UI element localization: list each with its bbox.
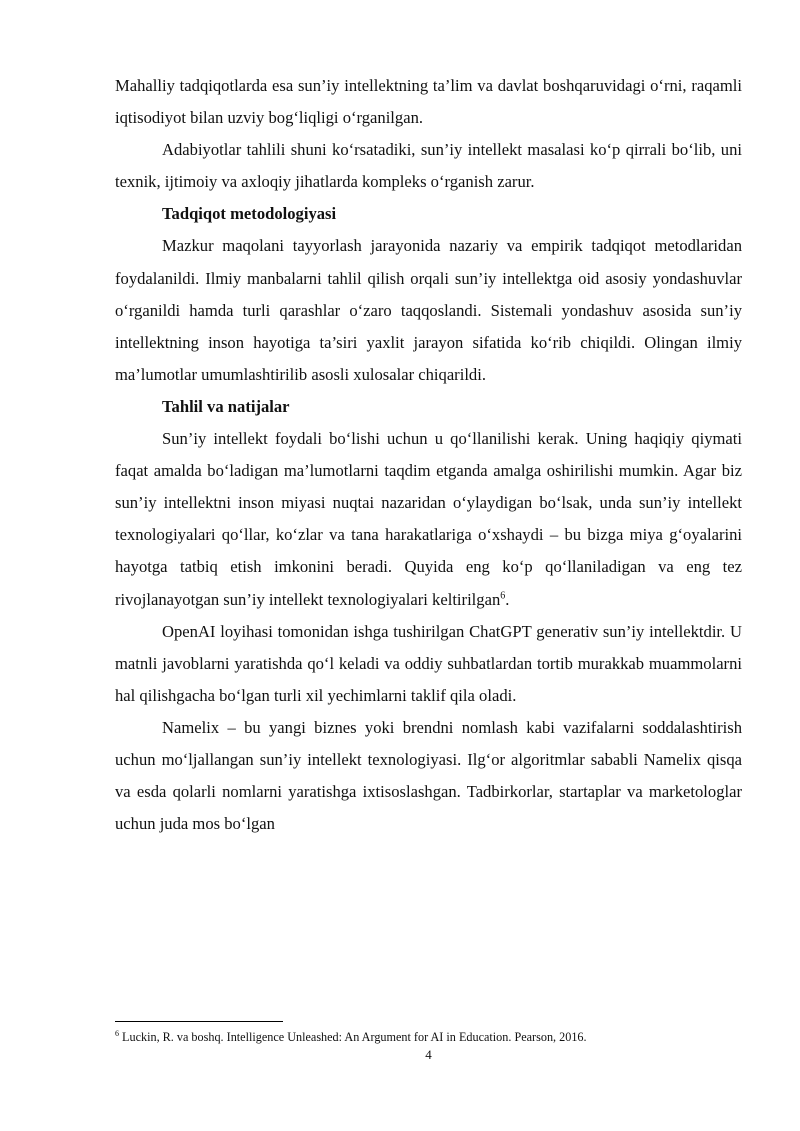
footnote <box>115 1030 755 1045</box>
paragraph-text: Adabiyotlar tahlili shuni ko‘rsatadiki, sun’iy intellekt masalasi ko‘p qirrali bo‘lib, uni texnik, ijtimoiy va axloqiy jihatlarda kompleks o‘rganish zarur. <box>115 140 742 192</box>
heading-text: Tahlil va natijalar <box>162 396 290 416</box>
paragraph-text: Namelix – bu yangi biznes yoki brendni nomlash kabi vazifalarni soddalashtirish uchun mo‘ljallangan sun’iy intellekt texnologiyasi. Ilg‘or algoritmlar sababli Namelix qisqa va esda qolarli nomlarni yaratishga ixtisoslashgan. Tadbirkorlar, startaplar va marketologlar uchun juda mos bo‘lgan <box>115 717 742 834</box>
page-number: 4 <box>425 1047 432 1062</box>
paragraph-ai-usefulness <box>115 423 742 616</box>
paragraph-local-research <box>115 70 742 134</box>
paragraph-tail: . <box>505 589 510 609</box>
footnote-separator <box>115 1021 283 1022</box>
heading-text: Tadqiqot metodologiyasi <box>162 204 337 224</box>
section-heading-methodology <box>115 198 742 230</box>
body-text <box>115 70 742 840</box>
paragraph-literature-analysis <box>115 134 742 198</box>
paragraph-namelix <box>115 712 742 840</box>
footnote-mark: 6 <box>115 1028 119 1038</box>
section-heading-results <box>115 391 742 423</box>
paragraph-methodology <box>115 230 742 390</box>
paragraph-chatgpt <box>115 616 742 712</box>
paragraph-text: Sun’iy intellekt foydali bo‘lishi uchun u qo‘llanilishi kerak. Uning haqiqiy qiymati faqat amalda bo‘ladigan ma’lumotlarni taqdim etganda amalga oshirilishi mumkin. Agar biz sun’iy intellektni inson miyasi nuqtai nazaridan o‘ylaydigan bo‘lsak, unda sun’iy intellekt texnologiyalari qo‘llar, ko‘zlar va tana harakatlariga o‘xshaydi – bu bizga miya g‘oyalarini hayotga tatbiq etish imkonini beradi. Quyida eng ko‘p qo‘llaniladigan va eng tez rivojlanayotgan sun’iy intellekt texnologiyalari keltirilgan <box>115 429 742 609</box>
paragraph-text: Mazkur maqolani tayyorlash jarayonida nazariy va empirik tadqiqot metodlaridan foydalanildi. Ilmiy manbalarni tahlil qilish orqali sun’iy intellektga oid asosiy yondashuvlar o‘rganildi hamda turli qarashlar o‘zaro taqqoslandi. Sistemali yondashuv asosida sun’iy intellektning inson hayotiga ta’siri yaxlit jarayon sifatida ko‘rib chiqildi. Olingan ilmiy ma’lumotlar umumlashtirilib asosli xulosalar chiqarildi. <box>115 236 742 384</box>
paragraph-text: Mahalliy tadqiqotlarda esa sun’iy intellektning ta’lim va davlat boshqaruvidagi o‘rni, raqamli iqtisodiyot bilan uzviy bog‘liqligi o‘rganilgan. <box>115 76 742 128</box>
footnote-text: Luckin, R. va boshq. Intelligence Unleashed: An Argument for AI in Education. Pearson, 2016. <box>119 1030 587 1044</box>
paragraph-text: OpenAI loyihasi tomonidan ishga tushirilgan ChatGPT generativ sun’iy intellektdir. U matnli javoblarni yaratishda qo‘l keladi va oddiy suhbatlardan tortib murakkab muammolarni hal qilishgacha bo‘lgan turli xil yechimlarni taklif qila oladi. <box>115 621 742 705</box>
footnote-reference[interactable]: 6 <box>500 589 506 601</box>
